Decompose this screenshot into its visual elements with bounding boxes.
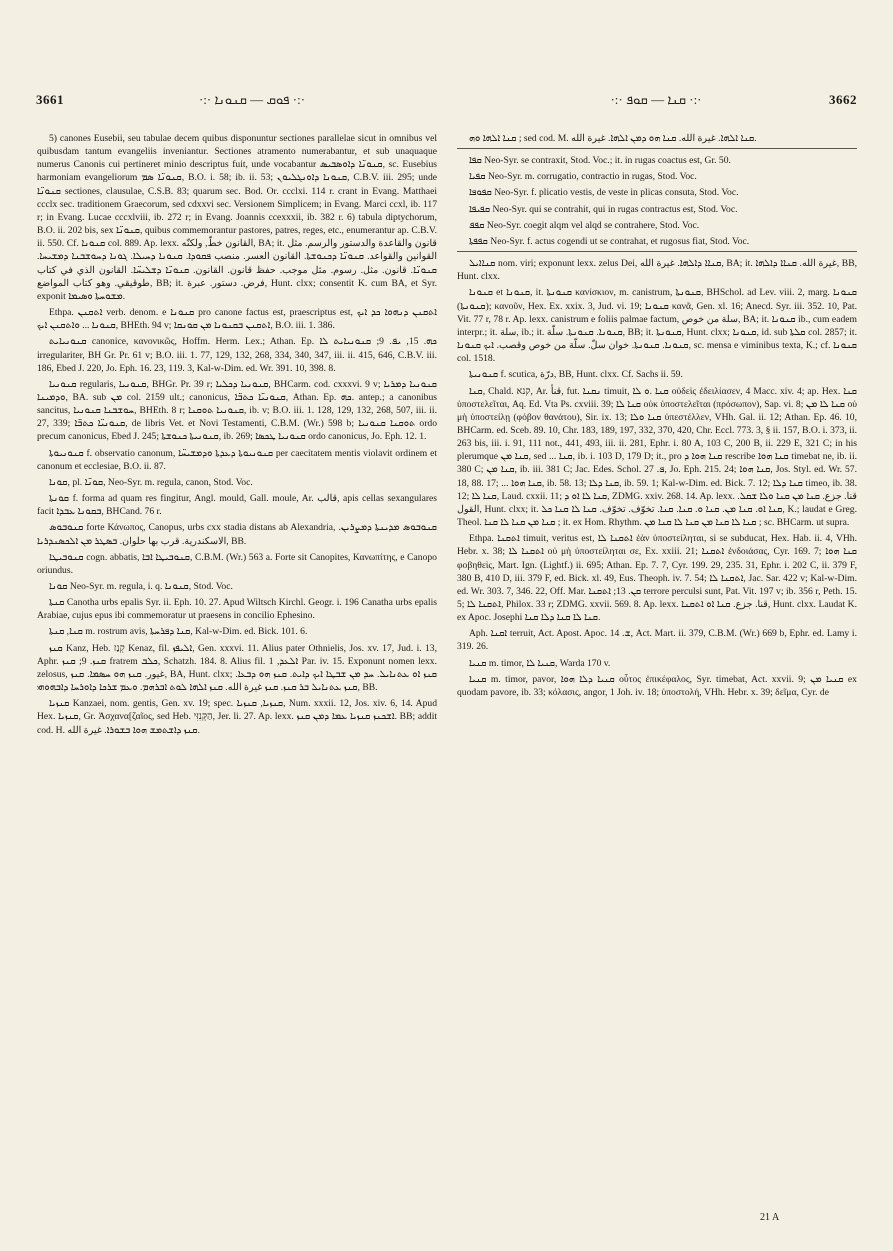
right-column-part-c <box>457 257 857 699</box>
dictionary-entry: ܩܘܢܐ, pl. ܩܘܢ̈ܐ, Neo-Syr. m. regula, canon, Stod. Voc. <box>49 476 253 488</box>
dictionary-entry: ܩܢܙ Kanz, Heb. קְנַז Kenaz, fil. ܐܠܝܦܙ, Gen. xxxvi. 11. Alius pater Othnielis, Jos. xv. 17, Jud. i. 13, Aphr. ܩܢܙ. 9; ܩܢܙ fratrem ܟܠܒ, Schatzh. 184. 8. Alius fil. ܐܠܥܕ, 1 Par. iv. 15. Exponunt nomen lexx. zelosus, غيور. ܩܢܙ ܗܘ ܚܣܡܐ. ܩܢܙ, BA, Hunt. clxx; ܩܢܙ ܐܘ ܥܬܢܐܝܠ. ܚܕ ܡܢ ܫܒܛܐ ܐܝܟ ܕܐܝܬ. ܩܢܙ ܗܘ ܕܒܥܐ. ܩܢܙ ܥܬܢܐܝܠ ܒܪ ܩܢܙ. ܩܢܙ غيرة الله. ܩܢܙ ܐܠܗܐ ܠܘܬ ܐܒܪܗܡ. ܘܥܡ ܫܪܟܐ ܕܐܘܪܚܐ ܕܐܒܗܘܗܝ, BB. <box>37 642 437 694</box>
dictionary-entry: ܩܢܝܐ m. timor, pavor, ܩܢܝܐ ܕܠܐ ܗܘܐ οὗτος ἐπικέφαλος, Syr. timebat, Act. xxvii. 9; ܩܢܝܐ ܡܢ ex quodam pavore, ib. 33; κόλασις, angor, 1 Joh. iv. 18; ὑποστολή, VHh. Hebr. x. 39; δεῖμα, Cyr. de <box>457 673 857 698</box>
dictionary-entry: ܩܢܝܐ m. timor, ܩܢܝܐ ܠܐ, Warda 170 v. <box>469 657 611 669</box>
running-head-left: ·:· ܦܘܩ — ܩܢܘܢܐ ·:· <box>198 92 306 107</box>
dictionary-entry: ܩܢܐ, Chald. קנא, Ar. قنأ, fut. ܢܩܢܐ timuit, ܩܢܐ .ܘ ܠܐ οὐδεὶς ἐδειλίασεν, 4 Macc. xiv. 4; ap. Hex. ܩܢܐ ὑποστελεῖται, Aq. Ed. Vta Ps. cxviii. 39; ܩܢܐ ܠܐ οὐκ ὑποστελεῖται (πρόσωπον), Sap. vi. 8; ܩܢܐ ܠܐ ܡܢ οὐ μὴ ὑποστείλῃ (φόβον θανάτου), Sir. ix. 13; ܩܢܐ ܘܠܐ ὑπεστέλλεν, VHh. Gal. ii. 12; Athan. Ep. 46. 10, BHCarm. ed. Sceb. 89. 10, Chr. 183, 189, 197, 332, 370, 420, Chr. Eccl. 773. 3, § ii. 157, B.O. i. 373, ii. 263 bis, iii. i. 91, 111 not., 441, 493, iii. ii. 281, Ephr. i. 80 A, 103 C, 200 B, ii. 229 E, 321 C; in his plerumque ܩܢܐ ܡܢ, sed ... ܩܢܐ, ib. i. 103 D, 179 D; it., pro ܩܢܐ ܗܘܐ ܕ rescribe ܩܢܐ ܗܘܐ timebat ne, ib. ii. 380 C; ܩܢܐ ܡܢ, ib. iii. 381 C; Jac. Edes. Schol. ܦ. 27, Jo. Eph. 215. 24; ܩܢܐ ܗܘܐ, Jos. Styl. ed. Wr. 57. 18, 88. 17; ... ܩܢܐ ܗܘܐ, ib. 58. 13; ܩܢܐ ܕܠܐ, ib. 59. 1; Kal-w-Dim. ed. Bick. 7. 12; ܩܢܐ ܕܠܐ timeo, ib. 38. 12; ܩܢܐ ܠܐ, Laud. cxxii. 11; ܩܢܐ ܠܐ ܐܘ ܕ, ZDMG. xxiv. 268. 14. Ap. lexx. قنا. جزع. ܩܢܐ ܡܢ ܩܢܐ ܘܠܐ ܫܩܠ. القول, Hunt. clxx; it. ܩܢܐ ܐܘ. ܩܢܐ ܡܢ. ܩܢܐ ܘ. ܩܢܐ. ܩܢܐ. تخوّف. تخوّف. ܩܢܐ ܠܐ ܩܢܐ ܟܠ, K.; laudat e Greg. Theol. ܩܢܐ ܡܢ ܩܢܐ ܠܐ ܩܢܐ ; it. ex Hom. Rhythm. ܩܢܐ ܠܐ ܩܢܐ ܡܢ ܩܢܐ ܠܐ ܩܢܐ ܡܢ ; sc. BHCarm. ut supra. <box>457 385 858 529</box>
section-rule <box>457 148 857 149</box>
dictionary-entry: ܩܦܦܬܐ Neo-Syr. f. actus cogendi ut se contrahat, et rugosus fiat, Stod. Voc. <box>469 235 750 247</box>
dictionary-entry: ܩܢܐ, ܩܢܬܐ m. rostrum avis, ܩܢܐ ܕܦܪܚܬܐ, Kal-w-Dim. ed. Bick. 101. 6. <box>49 626 308 638</box>
right-column-part-b <box>457 154 857 248</box>
dictionary-entry: ܩܢܘܢܐ et ܩܢܘܢܐ, it. ܩܢܘܢܬܐ κανίσκιον, m. canistrum, ܩܢܘܢܬܐ, BHSchol. ad Lev. viii. 2, marg. ܩܢܘܢܐ (ܩܢܘܢܬܐ); κανοῦν, Hex. Ex. xxix. 3, Jud. vi. 19; ܩܢܘܢܐ κανᾶ, Gen. xl. 16; Anecd. Syr. iii. 352. 10, Pat. Vit. 77 r, 78 r. Ap. lexx. canistrum e foliis palmae factum, سلة من خوص, BA; it. ܩܢܘܢܐ ib., cum eadem interpr.; it. سلة, ib.; it. ܩܢܘܢܐ. ܩܢܘܢܬܐ. سلّة, BB; it. ܩܢܘܢܬܐ, Hunt. clxx; ܩܢܘܢܐ, id. sub ܩܠܬܐ col. 2857; it. ܩܢܘܢܐ. ܩܢܘܢܬܐ. خوان سلّ. سلّة من خوص وقصب. ܐܝܟ ܩܢܘܢܐ, sc. mensa e viminibus texta, K.; cf. ܩܢܘܢܐ col. 1518. <box>457 287 857 365</box>
signature-mark: 21 A <box>760 1212 780 1223</box>
page-header <box>36 92 857 114</box>
dictionary-entry: ܩܦܦ Neo-Syr. coegit alqm vel alqd se contrahere, Stod. Voc. <box>469 219 700 231</box>
dictionary-entry: ܩܢܙܝܐ Kanzaei, nom. gentis, Gen. xv. 19; spec. ܩܢܙܝܐ, ܩܢܙܝܐ, Num. xxxii. 12, Jos. xiv. 6, 14. Apud Hex. ܩܢܙܝܐ, Gr. Ἀσχανα[ζαῖος, sed Heb. הַקְּנִזִּי, Jer. li. 27. Ap. lexx. ܐܫܟܢܙ ܩܢܙܝܐ ܥܡܐ ܕܡܢ ܩܢܙ. BB; addit cod. H. ܩܢܙ ܕܐܫܬܡܫ ܗܘܐ ܒܫܘܪܐ. غيرة الله. <box>37 698 438 736</box>
dictionary-entry: Ethpa. ܐܬܩܢܢ verb. denom. e ܩܢܘܢܐ pro canone factus est, praescriptus est, ܐܬܩܢܢ ܕܢܗܘܐ ܟܕ ܐܝܟ ܩܢܘܢܐ ... ܘܐܬܩܢܢ ܐܝܟ, BHEth. 94 v; ܐܬܩܢܢ ܒܩܢܘܢܐ ܡܢ ܩܘܢܩܐ, B.O. iii. 1. 386. <box>37 307 437 332</box>
dictionary-entry: ܩܘܢܬܐ f. forma ad quam res fingitur, Angl. mould, Gall. moule, Ar. قالب, apis cellas sexangulares facit ܒܩܘܢܐ ܥܒܕܐ, BHCand. 76 r. <box>37 493 438 518</box>
dictionary-entry: ܩܢܐ ܐܠܗܐ ܘܗ ; sed cod. M. ܩܢܐ ܐܠܗܐ. غيرة الله. ܩܢܐ ܗܘ ܕܡܢ ܐܠܗܐ. غيرة الله. <box>469 133 757 144</box>
right-column-part-a <box>457 132 857 145</box>
page-number-left: 3661 <box>36 92 64 107</box>
dictionary-entry: ܩܢܘܢܝܘܬܐ f. observatio canonum, ܩܢܘܢܝܘܬܐ ܕܥܕܬܐ ܘܕܡܫܝܚ̈ܐ per caecitatem mentis violavit ordinem et canonum et ecclesiae, B.O. ii. 87. <box>37 447 438 472</box>
dictionary-entry: ܩܢܘܒܝܛܐ cogn. abbatis, ܩܢܘܒܝܛܐ ܐܒܐ, C.B.M. (Wr.) 563 a. Forte sit Canopites, Κανωπίτης, e Canopo oriundus. <box>37 551 437 576</box>
left-column <box>37 132 437 740</box>
dictionary-entry: Aph. ܐܩܢܐ terruit, Act. Apost. Apoc. ܫ. 14, Act. Mart. ii. 379, C.B.M. (Wr.) 669 b, Ephr. ed. Lamy i. 319. 26. <box>457 628 857 653</box>
dictionary-entry: ܩܢܘܢܝܐ regularis, ܩܢܘܢܝܐ, BHGr. Pr. 39 r; ܩܢܘܢܝܐ ܕܟܠܝܐ, BHCarm. cod. cxxxvi. 9 v; ܩܢܘܢܝܐ ܕܡܪܝܐ ܘܕܡܝܢܐ, BA. sub ܡܢ col. 2159 ult.; canonicus, ܩܢܘܢܝ̈ܐ ܟܬܒ̈ܐ, Athan. Ep. ܟܗ. antep.; a canonibus sancitus, ܚܘܫܒܢܐ ܩܢܘܢܝܐ, BHEth. 8 r; ܩܢܘܢܝܐ ܬܘܩܢܐ, ib. v; B.O. iii. 1. 128, 129, 132, 268, 507, iii. ii. 27, 339; ܩܢܘܢܝ̈ܐ ܟܬܒ̈ܐ, de libris Vet. et Novi Testamenti, C.B.M. (Wr.) 598 b; ܬܘܩܢܐ ܩܢܘܢܝܐ ordo precum canonicus, Ebed J. 245; ܩܢܘܢܝܬܐ ܟܢܘܫܬܐ, ib. 269; ܩܢܘܢܝܐ ܛܟܣܐ ordo canonicus, Jo. Eph. 12. 1. <box>37 378 438 443</box>
dictionary-entry: ܩܢܐܐܝܠ nom. viri; exponunt lexx. zelus Dei, ܩܢܐܐ ܕܐܠܗܐ. غيرة الله, BA; it. غيرة الله. ܩܢܐܐ ܕܐܠܗܐ, BB, Hunt. clxx. <box>457 258 857 283</box>
dictionary-entry: 5) canones Eusebii, seu tabulae decem quibus disponuntur sectiones parallelae sicut in omnibus vel quibusdam tantum evangeliis inveniantur. Sectiones atramento numerabantur, et sub unaquaque numerus Canonis cui pertineret minio descriptus fuit, unde vocabantur ܩܢܘܢ̈ܐ ܕܐܘܣܒܝܣ, sc. Eusebius harmoniam evangeliorum ܩܢܘܢ̈ܐ ܣܡ, B.O. i. 58; ib. ii. 53; ܩܢܘܢܐ ܕܐܘܢܓܠܝܘܢ, C.B.V. iii. 295; unde ܩܢܘܢ̈ܐ sectiones, clausulae, C.S.B. 83; quarum sec. Bod. Or. ccclxi. 114 r. crant in Evang. Matthaei ccclx sec. traditionem Graecorum, sed cdxxvi sec. Versionem Simplicem; in Evang. Marci ccxl, ib. 117 r; in Evang. Lucae cccxlviii, ib. 272 r; in Evang. Joannis ccexxxii, ib. 382 r. 6) tabula diptychorum, B.O. ii. 202 bis, sex ܩܢܘܢ̈ܐ, quibus commemorantur pastores, patres, reges, etc., enumerantur ap. C.B.V. ii. 550. Cf. ܩܢܘܢܐ col. 889. Ap. lexx. القانون خطّ, ولكنّه, BA; it. قانون والقاعدة والدستور والرسم. مثل القوانين والقواعد. ܩܢܘܢ̈ܐ ܕܟܢܘܫܬܐ. القانون العسر. منصب ܦܩܘܕܐ. ܩܢܘܢܐ ܕܚܝܠܐ. ܓܘܢܐ ܕܚܘܫܒܢܐ ܕܡܫܝܚܐ. ܩܢܘܢ̈ܐ. قانون. مثل. رسوم. مثل موجب. حفظ قانون. القانون. ܩܢܘܢ̈ܐ ܕܫܠܝܚ̈ܐ. القانون الذي في كتاب طوقيقي. وهو كتاب المواضع, BB; it. فرض. دستور. عبرة, Hunt. clxx; consentit K. cum BA, et Syr. exponit ܡܫܘܚܬܐ ܘܣܝܡܐ. <box>37 133 438 302</box>
running-head-right: ·:· ܩܢܐ — ܩܘܦ ·:· <box>610 92 702 107</box>
dictionary-entry: ܩܘܢܐ Neo-Syr. m. regula, i. q. ܩܢܘܢܐ, Stod. Voc. <box>49 581 233 592</box>
dictionary-entry: ܩܦܐ Neo-Syr. se contraxit, Stod. Voc.; it. in rugas coactus est, Gr. 50. <box>469 155 731 167</box>
dictionary-entry: ܩܦܝܦܐ Neo-Syr. qui se contrahit, qui in rugas contractus est, Stod. Voc. <box>469 203 738 215</box>
dictionary-entry: ܩܦܝܐ Neo-Syr. m. corrugatio, contractio in rugas, Stod. Voc. <box>469 171 697 183</box>
section-rule <box>457 251 857 252</box>
page-number-right: 3662 <box>829 92 857 107</box>
dictionary-entry: ܩܢܘܢܝܬܐ f. scutica, درّة, BB, Hunt. clxx. Cf. Sachs ii. 59. <box>469 369 683 381</box>
dictionary-entry: ܩܢܘܒܘܣ forte Κάνωπος, Canopus, urbs cxx stadia distans ab Alexandria, ܩܢܘܒܘܣ ܡܕܝܢܬܐ ܕܡܨܪܝܢ. الاسكندرية. قرب بها حلوان. ܒܣܛܪ ܡܢ ܐܠܟܣܢܕܪܝܐ, BB. <box>37 522 438 547</box>
dictionary-entry: ܩܢܬܐ Canotha urbs epalis Syr. ii. Eph. 10. 27. Apud Wiltsch Kirchl. Geogr. i. 196 Canatha urbs epalis Arabiae, cujus epus ibi commemoratur ut praesens in concilio Ephesino. <box>37 597 437 622</box>
right-column <box>457 132 857 702</box>
dictionary-entry: ܩܢܘܢܝܐܝܬ canonice, κανονικῶς, Hoffm. Herm. Lex.; Athan. Ep. ܟܗ. 15, ܝܦ. 9; ܩܢܘܢܝܐܝܬ ܠܐ irregulariter, BH Gr. Pr. 61 v; B.O. iii. 1. 77, 129, 132, 268, 334, 340, 347, iii. ii. 415, 646, C.B.V. iii. 186, Ebed J. 220, Jo. Eph. 16. 23, 119. 3, Kal-w-Dim. ed. Wr. 391. 10, 398. 8. <box>37 336 437 374</box>
dictionary-entry: Ethpa. ܐܬܩܢܐ timuit, veritus est, ܐܬܩܢܐ ܠܐ ἐὰν ὑποστείληται, si se subducat, Hex. Hab. ii. 4, VHh. Hebr. x. 38; ܐܬܩܢܐ ܠܐ οὐ μὴ ὑποστείληται σε, Ex. xxiii. 21; ܐܬܩܢܐ ἐνδοιάσας, Cyr. 169. 7; ܩܢܐ ܗܘܐ φοβηθεὶς, Mart. Ign. (Lightf.) ii. 695; Athan. Ep. 7. 7, Cyr. 199. 29, 235. 31, Ephr. i. 202 C, ii. 379 F, 380 B, 410 D, iii. 379 F, ed. Bick. xl. 49, Eus. Theoph. iv. 7. 54; ܐܬܩܢܐ ܠܐ, Jac. Sar. 422 v; Kal-w-Dim. ed. Wr. 303. 7, 346. 22, Off. Mar. ܩܢ. 13; ܐܬܩܢܐ terrore perculsi sunt, Pat. Vit. 197 v; ib. 356 r, Peth. 15. 5; ܐܬܩܢܐ ܠܐ, Philox. 33 r; ZDMG. xxvii. 569. 8. Ap. lexx. قنا. جزع. ܩܢܐ ܐܘ ܐܬܩܢܐ, Hunt. clxx. Laudat K. ex Apoc. Josephi ܩܢܐ ܠܐ ܩܢܐ ܕܠܐ ܩܢܐ. <box>457 533 858 624</box>
dictionary-entry: ܩܦܘܦܐ Neo-Syr. f. plicatio vestis, de veste in plicas consuta, Stod. Voc. <box>469 187 739 199</box>
